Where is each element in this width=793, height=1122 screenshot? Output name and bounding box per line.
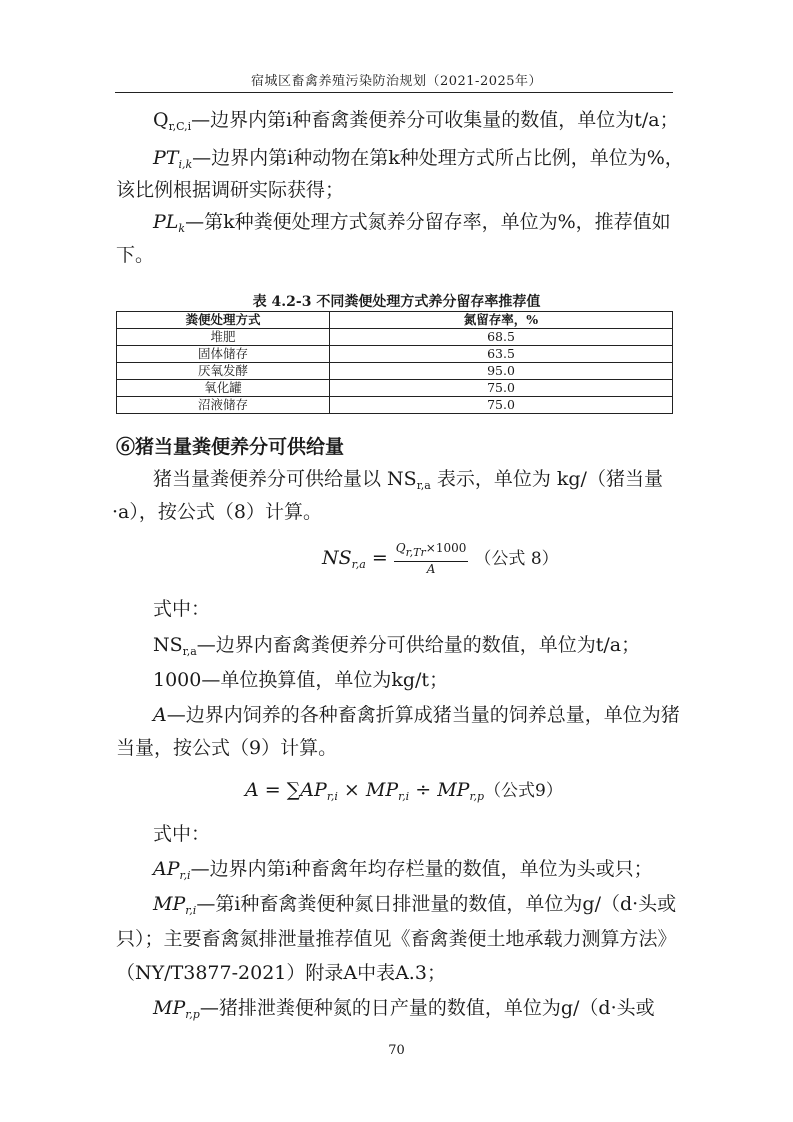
symbol-mp-p: MP [153, 997, 186, 1019]
table-row [117, 363, 673, 380]
formula8-lhs-sub: r,a [351, 558, 366, 571]
def-mp-i-continuation-2: （NY/T3877-2021）附录A中表A.3； [116, 962, 446, 984]
def-pt-text: —边界内第i种动物在第k种处理方式所占比例，单位为%， [192, 147, 684, 169]
table-cell-method: 沼液储存 [117, 397, 330, 414]
table-header-rate: 氮留存率，% [330, 312, 673, 329]
def-mp-i [153, 892, 676, 923]
section-paragraph-line1 [153, 467, 663, 498]
def-a [153, 703, 680, 727]
symbol-a: A [153, 704, 167, 726]
formula8-numerator-tail: ×1000 [425, 541, 467, 555]
formula9-term-mp-i-sub: r,i [398, 790, 410, 803]
def-mp-p [153, 996, 655, 1027]
symbol-ap-sub: r,i [179, 869, 191, 882]
formula9-term-ap-sub: r,i [326, 790, 338, 803]
def-ap-text: —边界内第i种畜禽年均存栏量的数值，单位为头或只； [190, 858, 653, 880]
retention-rate-table [116, 311, 673, 414]
def-q [153, 108, 679, 139]
formula-8 [322, 541, 559, 577]
table-row [117, 346, 673, 363]
formula8-numerator: Q [395, 541, 406, 555]
symbol-q-sub: r,C,i [168, 120, 192, 133]
table-cell-method: 固体储存 [117, 346, 330, 363]
symbol-ap: AP [153, 858, 180, 880]
formula9-equals-sum: = ∑ [258, 779, 301, 801]
where-label: 式中： [153, 598, 211, 620]
formula9-term-ap: AP [300, 779, 327, 801]
def-mp-i-text: —第i种畜禽粪便种氮日排泄量的数值，单位为g/（d·头或 [196, 893, 677, 915]
def-pl-continuation: 下。 [116, 244, 155, 266]
symbol-pt-sub: i,k [178, 158, 193, 171]
def-pt [153, 146, 684, 177]
formula8-denominator: A [426, 562, 436, 576]
formula8-fraction [394, 541, 469, 577]
formula8-equals: = [371, 547, 388, 569]
symbol-mp-i: MP [153, 893, 186, 915]
para-text: 猪当量粪便养分可供给量以 NS [153, 468, 417, 490]
table-header-row [117, 312, 673, 329]
formula8-numerator-sub: r,Tr [405, 546, 426, 559]
formula9-term-mp-i: MP [365, 779, 399, 801]
formula9-term-mp-p: MP [437, 779, 470, 801]
para-tail: 表示，单位为 kg/（猪当量 [430, 468, 663, 490]
def-pl [153, 210, 671, 241]
symbol-q: Q [153, 109, 169, 131]
def-pl-text: —第k种粪便处理方式氮养分留存率，单位为%，推荐值如 [185, 211, 671, 233]
table-cell-rate: 75.0 [330, 380, 673, 397]
table-cell-method: 堆肥 [117, 329, 330, 346]
formula9-term-mp-p-sub: r,p [469, 790, 485, 803]
where-label-2: 式中： [153, 823, 211, 845]
section-paragraph-line2: ·a），按公式（8）计算。 [112, 501, 322, 523]
def-ns-text: —边界内畜禽粪便养分可供给量的数值，单位为t/a； [196, 634, 641, 656]
def-ns [153, 633, 640, 664]
table-cell-method: 氧化罐 [117, 380, 330, 397]
symbol-pl: PL [153, 211, 179, 233]
formula9-label: （公式9） [484, 781, 563, 801]
def-mp-p-text: —猪排泄粪便种氮的日产量的数值，单位为g/（d·头或 [199, 997, 655, 1019]
formula-9 [245, 776, 563, 803]
running-header: 宿城区畜禽养殖污染防治规划（2021-2025年） [250, 74, 543, 89]
symbol-pl-sub: k [178, 222, 186, 235]
symbol-pt: PT [153, 147, 179, 169]
formula9-lhs: A [245, 779, 259, 801]
table-cell-rate: 63.5 [330, 346, 673, 363]
symbol-ns-sub: r,a [182, 645, 197, 658]
symbol-mp-i-sub: r,i [185, 904, 197, 917]
table-row [117, 380, 673, 397]
para-sub: r,a [416, 479, 431, 492]
table-cell-method: 厌氧发酵 [117, 363, 330, 380]
def-ap [153, 857, 653, 888]
section-heading: ⑥猪当量粪便养分可供给量 [116, 436, 345, 458]
formula8-lhs: NS [322, 547, 352, 569]
def-1000: 1000—单位换算值，单位为kg/t； [153, 669, 449, 691]
formula9-divide: ÷ [409, 779, 438, 801]
def-a-continuation: 当量，按公式（9）计算。 [116, 737, 338, 759]
formula9-times: × [337, 779, 366, 801]
table-cell-rate: 95.0 [330, 363, 673, 380]
table-cell-rate: 68.5 [330, 329, 673, 346]
def-q-text: —边界内第i种畜禽粪便养分可收集量的数值，单位为t/a； [191, 109, 679, 131]
symbol-ns: NS [153, 634, 183, 656]
formula8-label: （公式 8） [474, 549, 559, 569]
table-header-method: 粪便处理方式 [117, 312, 330, 329]
table-row [117, 329, 673, 346]
symbol-mp-p-sub: r,p [185, 1008, 200, 1021]
header-rule [115, 92, 673, 93]
table-title: 表 4.2-3 不同粪便处理方式养分留存率推荐值 [252, 294, 541, 310]
def-mp-i-continuation-1: 只）；主要畜禽氮排泄量推荐值见《畜禽粪便土地承载力测算方法》 [116, 928, 677, 950]
def-pt-continuation: 该比例根据调研实际获得； [116, 179, 345, 201]
table-row [117, 397, 673, 414]
page-number: 70 [388, 1043, 405, 1058]
def-a-text: —边界内饲养的各种畜禽折算成猪当量的饲养总量，单位为猪 [166, 704, 680, 726]
table-cell-rate: 75.0 [330, 397, 673, 414]
